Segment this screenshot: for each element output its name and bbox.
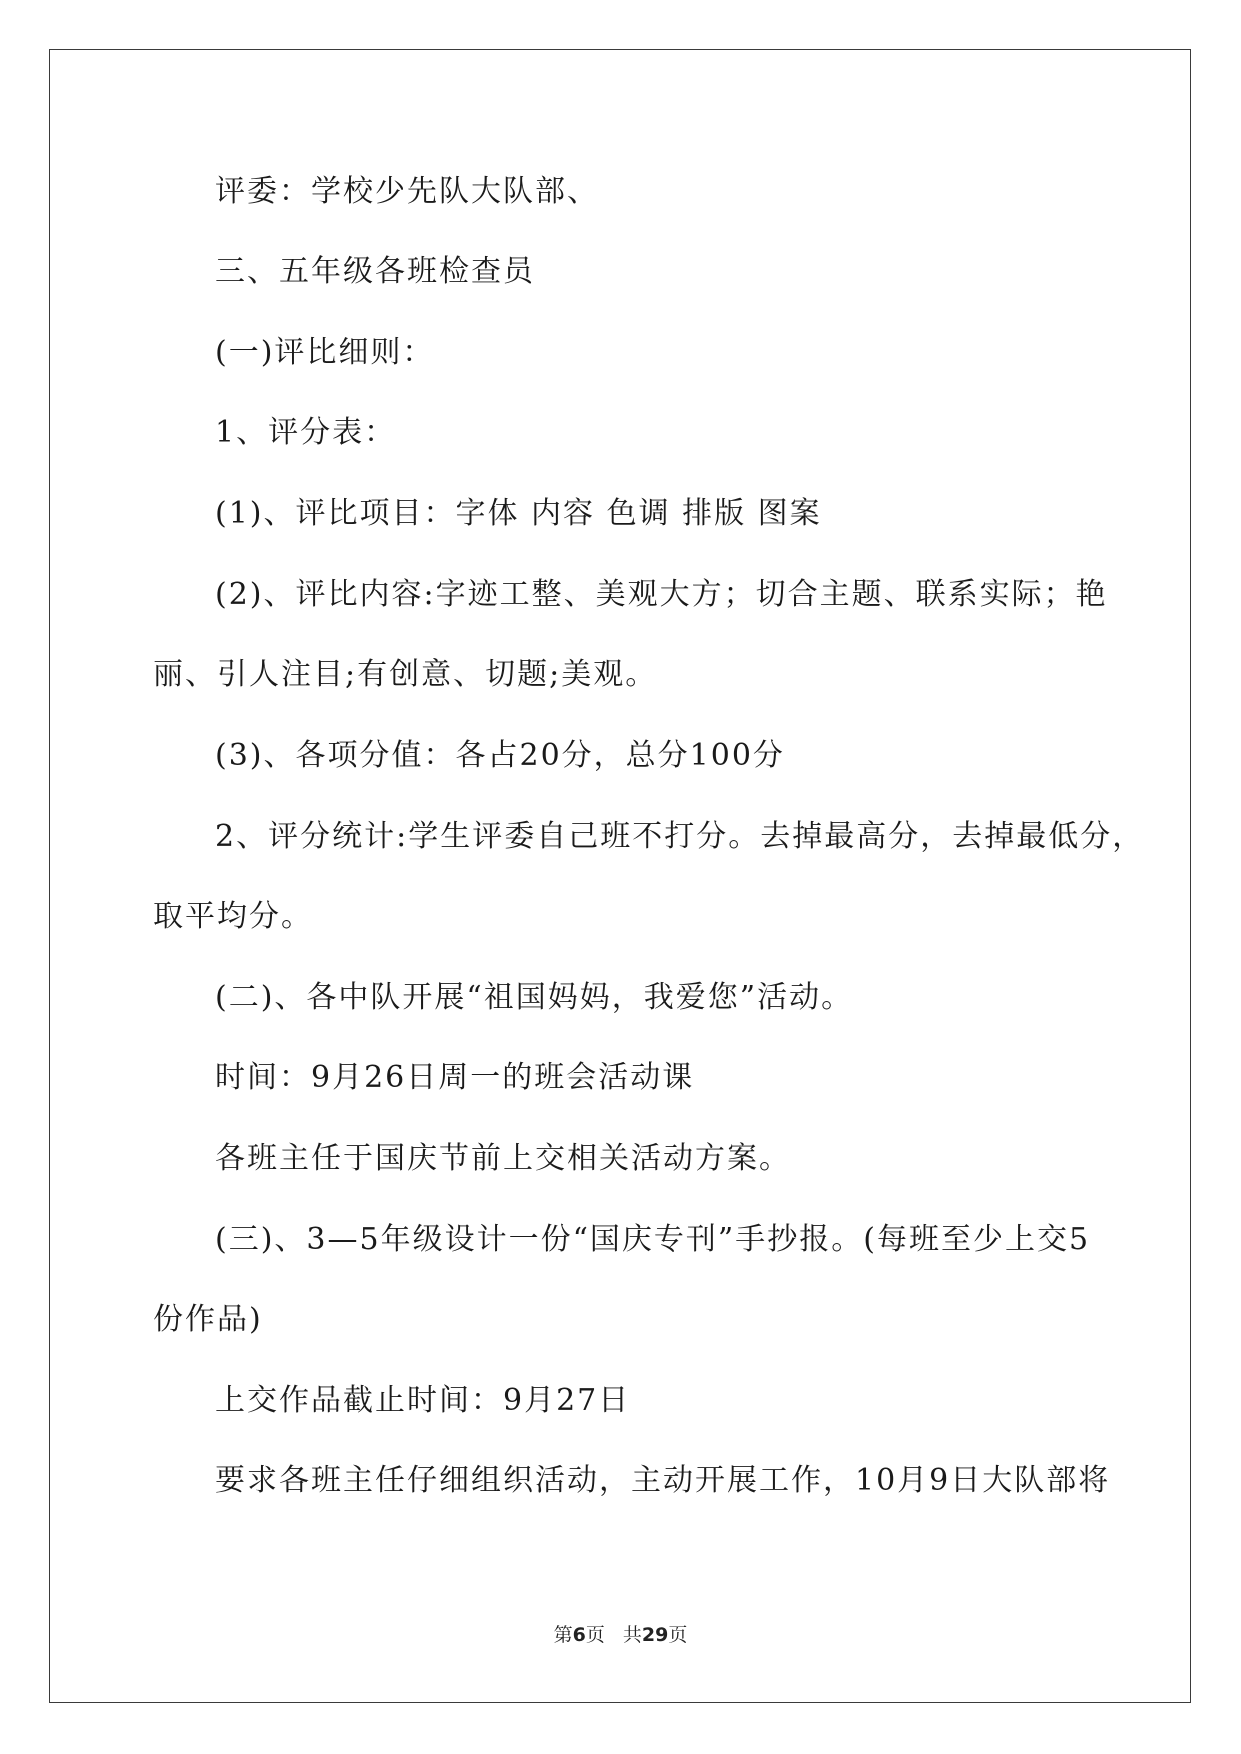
page-number: 6 (572, 1624, 586, 1646)
text-line: (1)、评比项目：字体 内容 色调 排版 图案 (215, 496, 822, 531)
text-line: (三)、3—5年级设计一份“国庆专刊”手抄报。(每班至少上交5 (215, 1222, 1091, 1257)
text-line: 1、评分表： (215, 415, 397, 450)
text-line: (一)评比细则： (215, 335, 435, 370)
text-line: (3)、各项分值：各占20分，总分100分 (215, 738, 785, 773)
text-line: (2)、评比内容:字迹工整、美观大方；切合主题、联系实际；艳 (215, 577, 1108, 612)
text-line: 要求各班主任仔细组织活动，主动开展工作，10月9日大队部将 (215, 1463, 1111, 1498)
page-prefix: 第 (553, 1624, 573, 1646)
text-line: 各班主任于国庆节前上交相关活动方案。 (215, 1141, 791, 1176)
total-pages: 29 (641, 1624, 669, 1646)
text-line: 评委：学校少先队大队部、 (215, 174, 599, 209)
text-line: 上交作品截止时间：9月27日 (215, 1383, 631, 1418)
text-line: 三、五年级各班检查员 (215, 254, 535, 289)
page-suffix: 页 (585, 1624, 605, 1646)
text-line: 份作品) (153, 1302, 263, 1337)
text-line: 丽、引人注目;有创意、切题;美观。 (153, 657, 658, 692)
text-line: 时间：9月26日周一的班会活动课 (215, 1060, 695, 1095)
total-prefix: 共 (622, 1624, 642, 1646)
text-line: 取平均分。 (153, 899, 313, 934)
total-suffix: 页 (668, 1624, 688, 1646)
page-border (49, 49, 1191, 1703)
text-line: 2、评分统计:学生评委自己班不打分。去掉最高分，去掉最低分， (215, 819, 1145, 854)
text-line: (二)、各中队开展“祖国妈妈，我爱您”活动。 (215, 980, 854, 1015)
page-footer (0, 1622, 1241, 1648)
